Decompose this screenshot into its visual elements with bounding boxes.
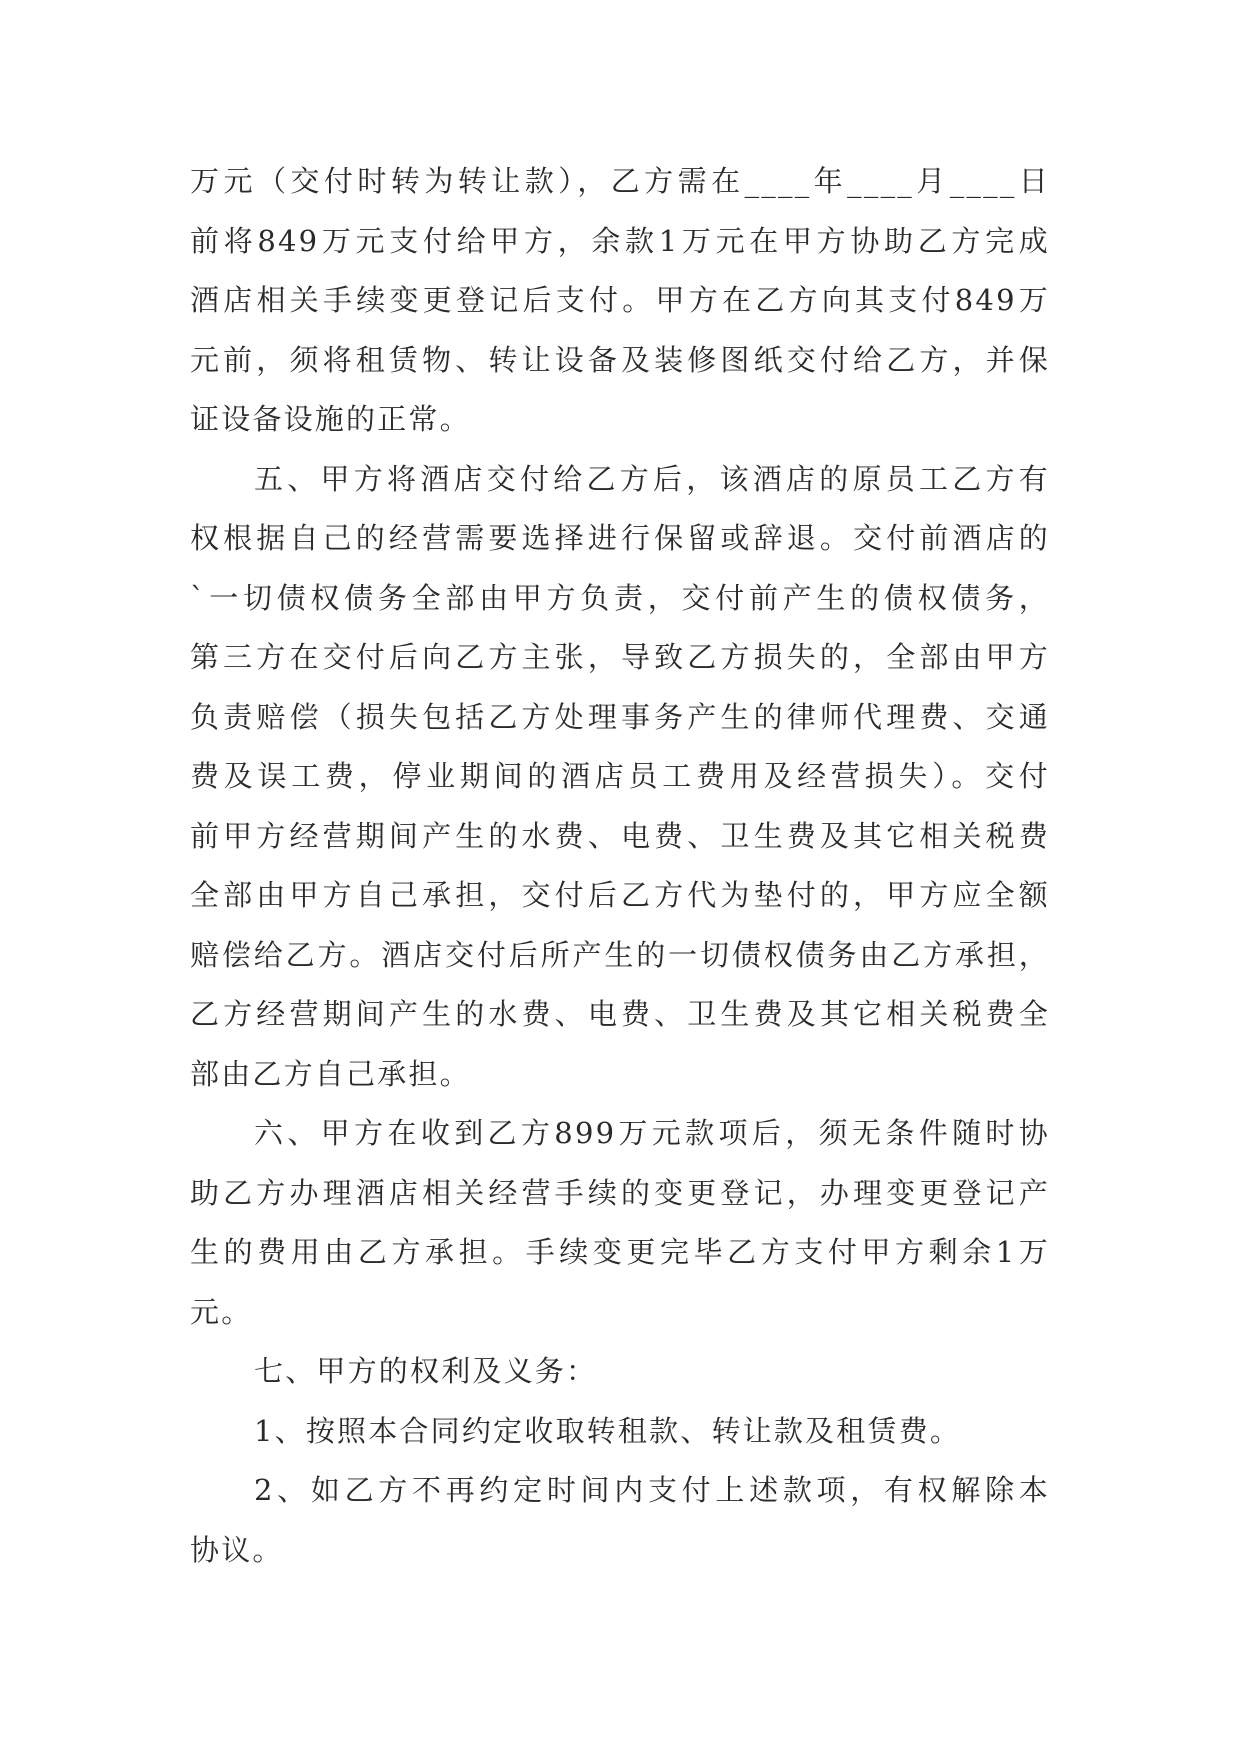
text-line: 前甲方经营期间产生的水费、电费、卫生费及其它相关税费 — [190, 818, 1050, 853]
text-line: 五、甲方将酒店交付给乙方后，该酒店的原员工乙方有 — [254, 461, 1050, 496]
text-line: 第三方在交付后向乙方主张，导致乙方损失的，全部由甲方 — [190, 640, 1050, 674]
text-line: 协议。 — [190, 1532, 284, 1567]
text-line: 乙方经营期间产生的水费、电费、卫生费及其它相关税费全 — [190, 997, 1050, 1031]
text-line: 赔偿给乙方。酒店交付后所产生的一切债权债务由乙方承担， — [190, 937, 1050, 972]
text-line: 助乙方办理酒店相关经营手续的变更登记，办理变更登记产 — [190, 1175, 1050, 1210]
text-line: 七、甲方的权利及义务： — [254, 1354, 598, 1388]
text-line: 证设备设施的正常。 — [190, 402, 471, 436]
document-body — [190, 152, 1050, 1580]
text-line: 权根据自己的经营需要选择进行保留或辞退。交付前酒店的 — [190, 521, 1050, 555]
text-line: 元。 — [190, 1294, 253, 1329]
text-line: 生的费用由乙方承担。手续变更完毕乙方支付甲方剩余1万 — [190, 1235, 1050, 1269]
text-line: 费及误工费，停业期间的酒店员工费用及经营损失）。交付 — [190, 759, 1050, 793]
text-line: 前将849万元支付给甲方，余款1万元在甲方协助乙方完成 — [190, 223, 1050, 258]
text-line: 六、甲方在收到乙方899万元款项后，须无条件随时协 — [254, 1116, 1050, 1150]
text-line: 负责赔偿（损失包括乙方处理事务产生的律师代理费、交通 — [190, 699, 1050, 734]
text-line: 元前，须将租赁物、转让设备及装修图纸交付给乙方，并保 — [190, 342, 1050, 377]
text-line: 部由乙方自己承担。 — [190, 1056, 471, 1091]
text-line: 1、按照本合同约定收取转租款、转让款及租赁费。 — [254, 1413, 962, 1448]
text-line: 全部由甲方自己承担，交付后乙方代为垫付的，甲方应全额 — [190, 878, 1050, 912]
text-line: `一切债权债务全部由甲方负责，交付前产生的债权债务， — [190, 580, 1050, 615]
text-line: 2、如乙方不再约定时间内支付上述款项，有权解除本 — [254, 1473, 1050, 1507]
text-line: 酒店相关手续变更登记后支付。甲方在乙方向其支付849万 — [190, 283, 1050, 317]
text-line: 万元（交付时转为转让款），乙方需在____年____月____日 — [190, 164, 1050, 198]
